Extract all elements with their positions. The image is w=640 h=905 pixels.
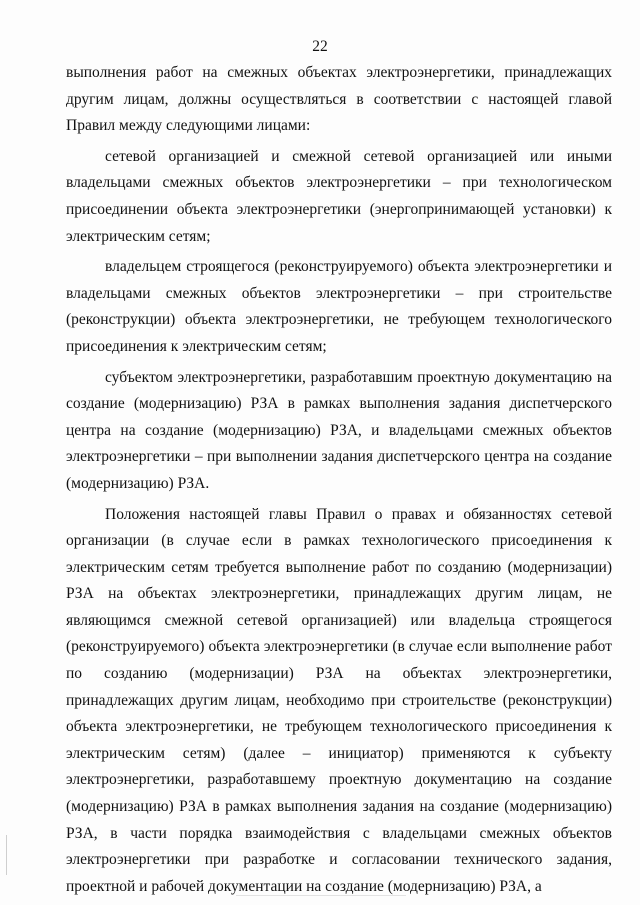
paragraph-list-item-design-subject: субъектом электроэнергетики, разработавшим проектную документацию на создание (модернизацию) РЗА в рамках выполнения задания диспетчерского центра на создание (модернизацию) РЗА, и владельцами смежных объектов электроэнергетики – при выполнении задания диспетчерского центра на создание (модернизацию) РЗА. — [66, 368, 612, 492]
paragraph-continuation: выполнения работ на смежных объектах электроэнергетики, принадлежащих другим лицам, должны осуществляться в соответствии с настоящей главой Правил между следующими лицами: — [66, 64, 612, 135]
paragraph-provisions: Положения настоящей главы Правил о правах и обязанностях сетевой организации (в случае если в рамках технологического присоединения к электрическим сетям требуется выполнение работ по созданию (модернизации) РЗА на объектах электроэнергетики, принадлежащих другим лицам, не являющимся смежной сетевой организацией) или владельца строящегося (реконструируемого) объекта электроэнергетики (в случае если выполнение работ по созданию (модернизации) РЗА на объектах электроэнергетики, принадлежащих другим лицам, необходимо при строительстве (реконструкции) объекта электроэнергетики, не требующем технологического присоединения к электрическим сетям) (далее – инициатор) применяются к субъекту электроэнергетики, разработавшему проектную документацию на создание (модернизацию) РЗА в рамках выполнения задания на создание (модернизацию) РЗА, в части порядка взаимодействия с владельцами смежных объектов электроэнергетики при разработке и согласовании технического задания, проектной и рабочей документации на создание (модернизацию) РЗА, а — [66, 505, 612, 895]
scan-margin-mark-bottom — [236, 895, 406, 896]
body-text — [66, 60, 612, 904]
paragraph-list-item-facility-owner: владельцем строящегося (реконструируемого) объекта электроэнергетики и владельцами смежных объектов электроэнергетики – при строительстве (реконструкции) объекта электроэнергетики, не требующем технологического присоединения к электрическим сетям; — [66, 258, 612, 355]
page-number: 22 — [312, 38, 328, 55]
scan-margin-mark-left — [6, 835, 7, 875]
paragraph-list-item-network-organization: сетевой организацией и смежной сетевой организацией или иными владельцами смежных объектов электроэнергетики – при технологическом присоединении объекта электроэнергетики (энергопринимающей установки) к электрическим сетям; — [66, 147, 612, 245]
